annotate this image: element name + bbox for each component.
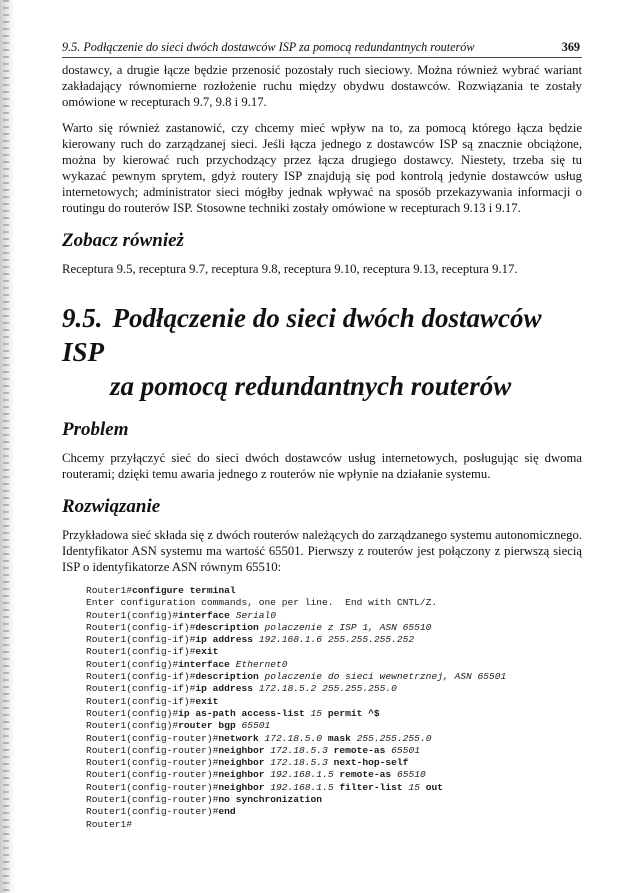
- see-also-text: Receptura 9.5, receptura 9.7, receptura 9.8, receptura 9.10, receptura 9.13, receptura 9.17.: [62, 262, 518, 276]
- header-rule: [62, 57, 582, 58]
- code-line: Router1(config-if)#exit: [86, 695, 219, 707]
- page-number: 369: [561, 40, 580, 54]
- code-line: Router1(config-router)#network 172.18.5.0 mask 255.255.255.0: [86, 732, 432, 744]
- paragraph-routing-influence: Warto się również zastanowić, czy chcemy mieć wpływ na to, za pomocą którego łącza będzie kierowany ruch do zarządzanej sieci. Jeśli łącza jednego z dostawców ISP są znacznie obciążone, można by kierować ruch przychodzący przez łącza drugiego dostawcy. Niestety, trzeba się tu wykazać pewnym sprytem, gdyż routery ISP znajdują się pod kontrolą jedynie dostawców usług internetowych; administrator sieci mógłby jednak wpływać na sposób przekazywania informacji o routingu do routerów ISP. Stosowne techniki zostały omówione w recepturach 9.13 i 9.17.: [62, 121, 582, 215]
- code-line: Router1(config)#ip as-path access-list 15 permit ^$: [86, 707, 380, 719]
- see-also-heading: Zobacz również: [62, 230, 184, 251]
- section-title-line2: za pomocą redundantnych routerów: [110, 371, 512, 401]
- section-title: [62, 301, 582, 403]
- code-line: Router1(config-router)#end: [86, 806, 236, 818]
- code-line: Router1(config-router)#neighbor 192.168.1.5 remote-as 65510: [86, 769, 426, 781]
- code-line: Router1(config-if)#exit: [86, 646, 219, 658]
- solution-heading: Rozwiązanie: [62, 496, 161, 517]
- page-body: [62, 62, 582, 831]
- code-line: Router1(config-router)#no synchronization: [86, 794, 323, 806]
- code-line: Router1(config-router)#neighbor 172.18.5.3 remote-as 65501: [86, 744, 420, 756]
- code-line: Enter configuration commands, one per line. End with CNTL/Z.: [86, 597, 438, 609]
- code-line: Router1(config)#interface Ethernet0: [86, 658, 288, 670]
- code-line: Router1#: [86, 818, 133, 830]
- problem-heading: Problem: [62, 419, 129, 440]
- code-line: Router1(config)#router bgp 65501: [86, 720, 271, 732]
- running-title: 9.5. Podłączenie do sieci dwóch dostawców ISP za pomocą redundantnych routerów: [62, 40, 475, 54]
- section-number: 9.5.: [62, 303, 103, 333]
- code-line: Router1(config-if)#ip address 192.168.1.6 255.255.255.252: [86, 634, 415, 646]
- code-line: Router1(config)#interface Serial0: [86, 609, 277, 621]
- code-line: Router1#configure terminal: [86, 585, 236, 596]
- code-line: Router1(config-router)#neighbor 192.168.1.5 filter-list 15 out: [86, 781, 443, 793]
- book-spine-shadow: [0, 0, 16, 893]
- solution-text: Przykładowa sieć składa się z dwóch routerów należących do zarządzanego systemu autonomicznego. Identyfikator ASN systemu ma wartość 65501. Pierwszy z routerów jest połączony z pierwszą siecią ISP o identyfikatorze ASN równym 65510:: [62, 528, 582, 574]
- code-line: Router1(config-if)#description polaczenie z ISP 1, ASN 65510: [86, 621, 432, 633]
- code-line: Router1(config-router)#neighbor 172.18.5.3 next-hop-self: [86, 757, 409, 769]
- code-listing: [62, 585, 582, 831]
- problem-text: Chcemy przyłączyć sieć do sieci dwóch dostawców usług internetowych, posługując się dwoma routerami; dzięki temu awaria jednego z routerów nie wpłynie na działanie systemu.: [62, 451, 582, 481]
- code-line: Router1(config-if)#description polaczenie do sieci wewnetrznej, ASN 65501: [86, 671, 507, 683]
- paragraph-continuation: dostawcy, a drugie łącze będzie przenosić pozostały ruch sieciowy. Można również wybrać wariant zakładający równomierne rozłożenie ruchu między obydwu dostawców. Rozwiązania te zostały omówione w recepturach 9.7, 9.8 i 9.17.: [62, 63, 582, 109]
- code-line: Router1(config-if)#ip address 172.18.5.2 255.255.255.0: [86, 683, 397, 695]
- section-title-line1: Podłączenie do sieci dwóch dostawców ISP: [62, 303, 542, 367]
